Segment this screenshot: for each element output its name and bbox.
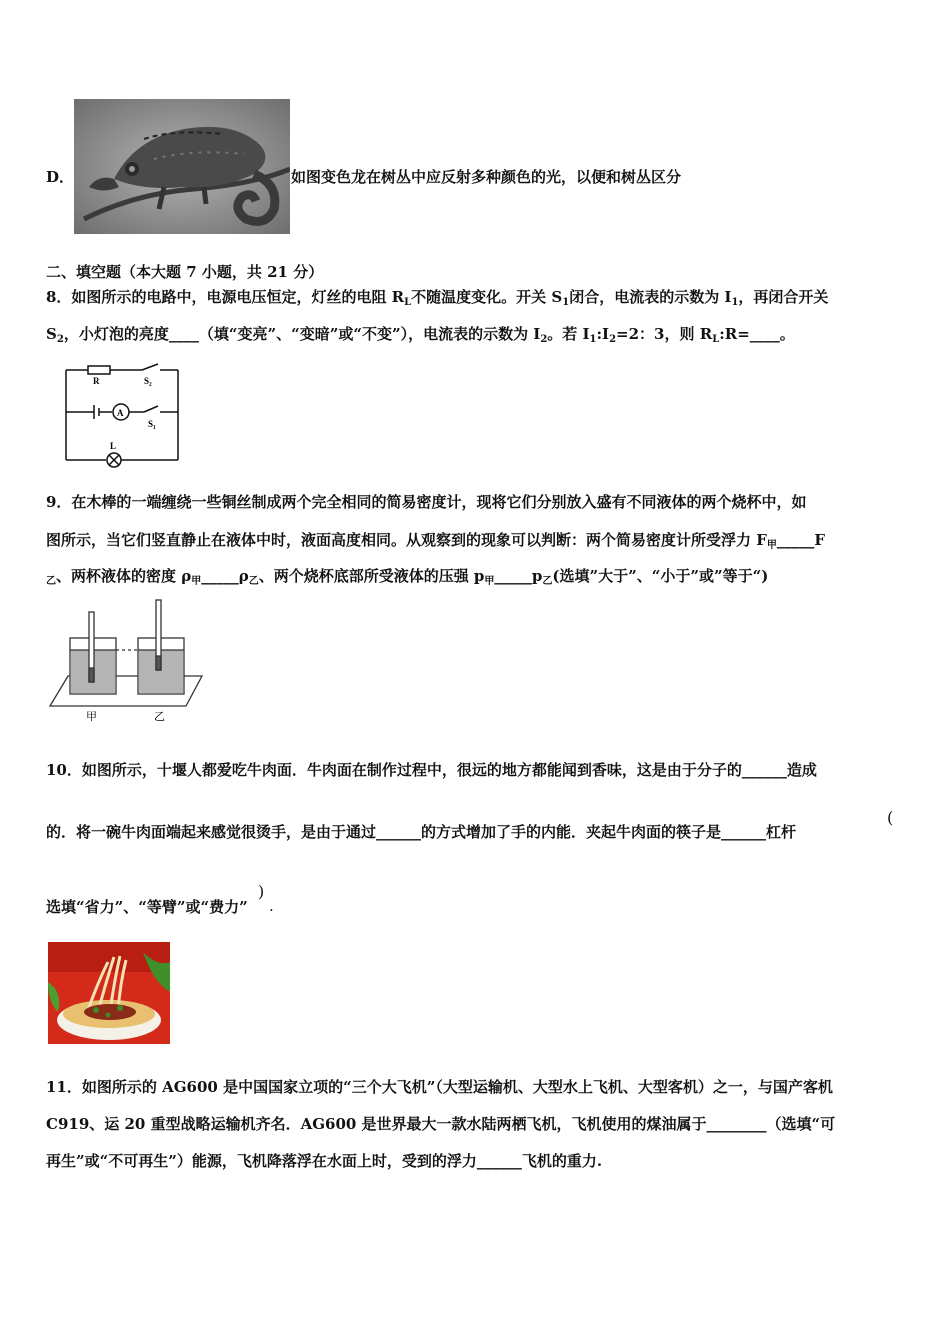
beaker-right-label: 乙 [154, 710, 165, 723]
circuit-label-l: L [110, 441, 117, 451]
option-d-text: 如图变色龙在树丛中应反射多种颜色的光，以便和树丛区分 [291, 168, 682, 186]
q9-line3: $_乙$、两杯液体的密度 $\rho_甲\_\_\_\_\_\rho_乙$、两个烧杯底部所受液体的压强 $p_甲\_\_\_\_\_p_乙$(选填”大于”、“小于”或”等于“) [46, 567, 769, 587]
q8-line2: $S_2$，小灯泡的亮度____（填“变亮”、“变暗”或“不变”），电流表的示数为 $I_2$。若 $I_1:I_2=2$：3，则 $R_L:R=\_\_\_\_$。 [46, 325, 795, 345]
beaker-left-label: 甲 [86, 710, 97, 723]
section-heading: 二、填空题（本大题 7 小题，共 21 分） [46, 263, 324, 281]
beef-noodle-photo [48, 942, 170, 1044]
q10-paren-open: ( [887, 808, 894, 827]
option-d-label: D． [46, 168, 75, 186]
q11-line2: C919、运 20 重型战略运输机齐名．AG600 是世界最大一款水陆两栖飞机，飞机使用的煤油属于________（选填“可 [46, 1115, 836, 1133]
ammeter-label: A [117, 408, 124, 418]
q10-period: . [269, 897, 274, 915]
q9-line2: 图所示，当它们竖直静止在液体中时，液面高度相同。从观察到的现象可以判断：两个简易密度计所受浮力 $F_甲\_\_\_\_\_F$ [46, 531, 826, 551]
q10-paren-close: ) [258, 882, 265, 901]
q10-line1: 10．如图所示，十堰人都爱吃牛肉面．牛肉面在制作过程中，很远的地方都能闻到香味，这是由于分子的______造成 [46, 761, 817, 779]
circuit-label-s2: S₂ [144, 376, 152, 386]
circuit-label-s1: S₁ [148, 419, 156, 429]
circuit-diagram [60, 362, 190, 472]
q10-line2: 的．将一碗牛肉面端起来感觉很烫手，是由于通过______的方式增加了手的内能．夹起牛肉面的筷子是______杠杆 [46, 823, 797, 841]
noodle-bowl-icon [48, 942, 170, 1044]
q11-line3: 再生”或“不可再生”）能源，飞机降落浮在水面上时，受到的浮力______飞机的重力. [46, 1152, 603, 1170]
beakers-diagram [46, 598, 206, 724]
circuit-label-r: R [93, 376, 100, 386]
q8-line1: 8．如图所示的电路中，电源电压恒定，灯丝的电阻 $R_L$不随温度变化。开关 $S_1$闭合，电流表的示数为 $I_1$，再闭合开关 [46, 288, 829, 308]
q11-line1: 11．如图所示的 AG600 是中国国家立项的“三个大飞机”（大型运输机、大型水上飞机、大型客机）之一，与国产客机 [46, 1078, 833, 1096]
chameleon-photo [74, 99, 290, 234]
q10-line3: 选填“省力”、“等臂”或“费力” [46, 898, 248, 916]
chameleon-icon [74, 99, 290, 234]
q9-line1: 9．在木棒的一端缠绕一些铜丝制成两个完全相同的简易密度计，现将它们分别放入盛有不同液体的两个烧杯中，如 [46, 493, 807, 511]
